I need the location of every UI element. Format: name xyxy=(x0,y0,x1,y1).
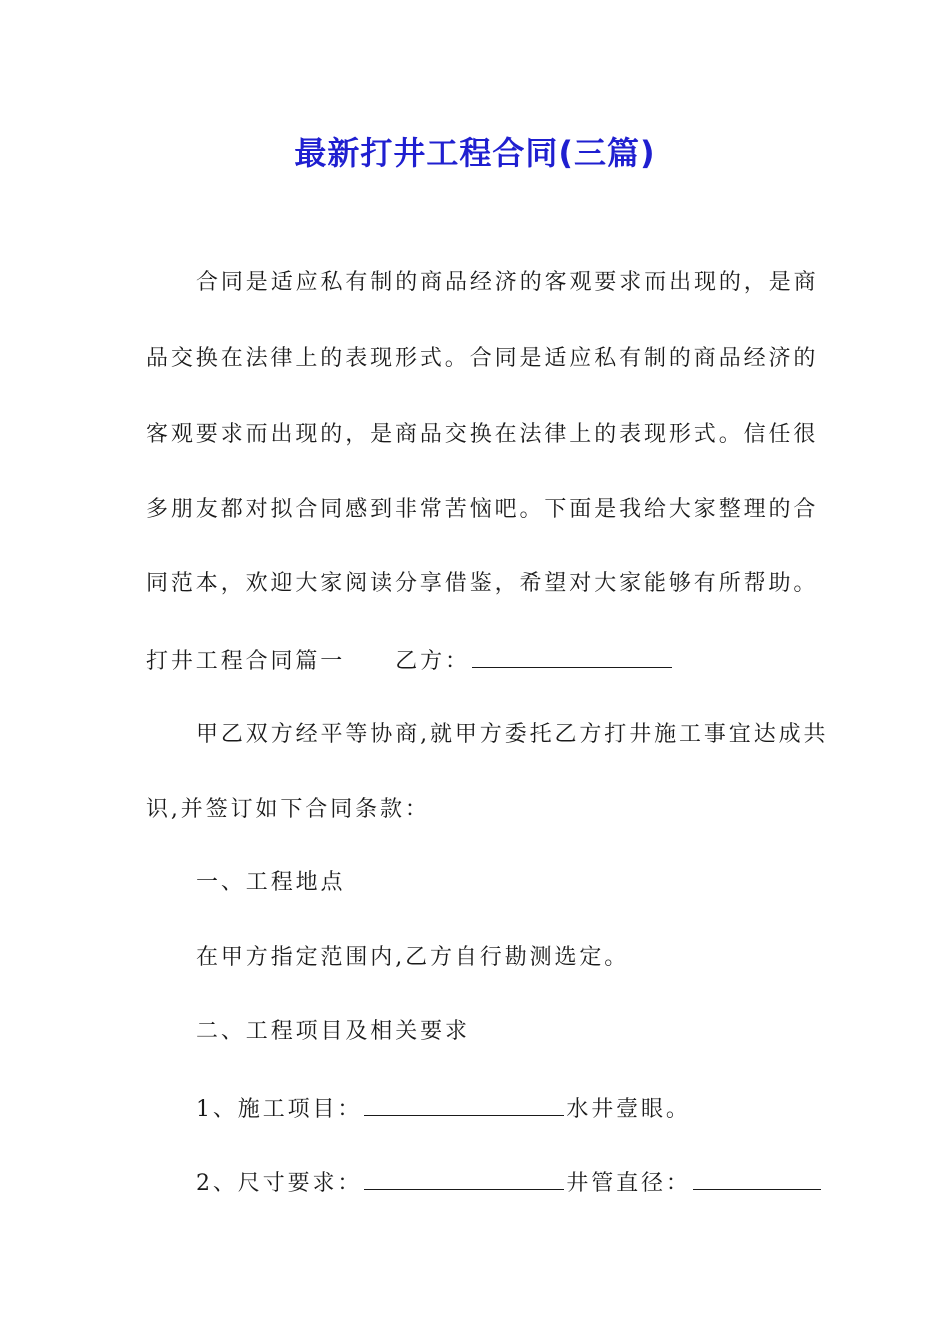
item2-row xyxy=(196,1167,823,1199)
agreement-line-2: 识,并签订如下合同条款： xyxy=(146,797,430,822)
party-b-blank xyxy=(472,645,672,668)
intro-line-5: 同范本，欢迎大家阅读分享借鉴，希望对大家能够有所帮助。 xyxy=(146,571,819,596)
item1-label: 1、施工项目： xyxy=(196,1097,363,1122)
intro-line-4: 多朋友都对拟合同感到非常苦恼吧。下面是我给大家整理的合 xyxy=(146,497,819,522)
clause1-heading: 一、工程地点 xyxy=(196,870,346,895)
agreement-line-1: 甲乙双方经平等协商,就甲方委托乙方打井施工事宜达成共 xyxy=(196,722,829,747)
section-heading: 打井工程合同篇一 xyxy=(146,649,346,674)
item1-blank xyxy=(364,1093,564,1116)
item2-blank-2 xyxy=(693,1167,821,1190)
item2-label: 2、尺寸要求： xyxy=(196,1171,363,1196)
item2-blank-1 xyxy=(364,1167,564,1190)
item1-row xyxy=(196,1093,691,1125)
clause2-heading: 二、工程项目及相关要求 xyxy=(196,1019,470,1044)
party-b-label: 乙方： xyxy=(395,649,470,674)
section-heading-row xyxy=(146,645,674,677)
intro-line-2: 品交换在法律上的表现形式。合同是适应私有制的商品经济的 xyxy=(146,346,819,371)
document-title: 最新打井工程合同(三篇) xyxy=(294,134,656,172)
clause1-text: 在甲方指定范围内,乙方自行勘测选定。 xyxy=(196,945,630,970)
item1-suffix: 水井壹眼。 xyxy=(566,1097,691,1122)
item2-middle: 井管直径： xyxy=(566,1171,691,1196)
intro-line-1: 合同是适应私有制的商品经济的客观要求而出现的，是商 xyxy=(196,270,819,295)
intro-line-3: 客观要求而出现的，是商品交换在法律上的表现形式。信任很 xyxy=(146,422,819,447)
